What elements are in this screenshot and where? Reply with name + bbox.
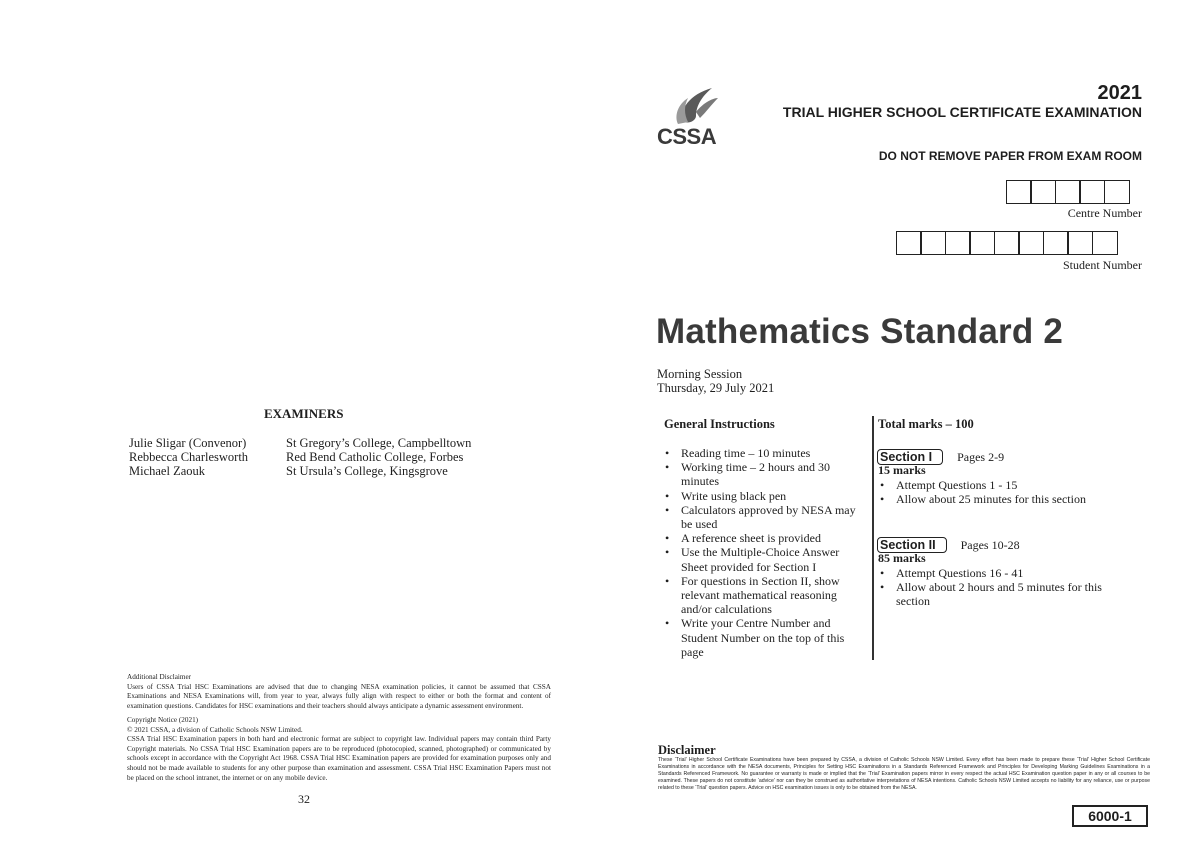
centre-number-digit-box[interactable]	[1079, 180, 1105, 204]
student-number-digit-box[interactable]	[1092, 231, 1118, 255]
additional-disclaimer-title: Additional Disclaimer	[127, 673, 192, 681]
examiner-name: Michael Zaouk	[129, 464, 206, 478]
student-number-digit-box[interactable]	[994, 231, 1020, 255]
instruction-item: • Use the Multiple-Choice Answer Sheet provided for Section I	[664, 545, 864, 573]
total-marks: Total marks – 100	[878, 417, 974, 431]
centre-number-digit-box[interactable]	[1055, 180, 1081, 204]
copyright-notice	[127, 716, 551, 783]
instruction-item: • Write using black pen	[664, 489, 864, 503]
general-instructions-heading: General Instructions	[664, 417, 775, 431]
student-number-digit-box[interactable]	[920, 231, 946, 255]
section-1-list	[878, 478, 1123, 506]
section-2-item: • Allow about 2 hours and 5 minutes for this section	[878, 580, 1123, 608]
examiner-name: Rebbecca Charlesworth	[129, 450, 249, 464]
section-1-marks: 15 marks	[878, 463, 926, 477]
column-divider	[872, 416, 874, 660]
section-2-pages: Pages 10-28	[960, 538, 1020, 552]
centre-number-digit-box[interactable]	[1104, 180, 1130, 204]
student-number-digit-box[interactable]	[969, 231, 995, 255]
exam-title: TRIAL HIGHER SCHOOL CERTIFICATE EXAMINATION	[782, 104, 1142, 120]
centre-number-digit-box[interactable]	[1006, 180, 1032, 204]
exam-year: 2021	[1097, 82, 1142, 104]
general-instructions-list	[664, 446, 864, 659]
section-2-list	[878, 566, 1123, 609]
instruction-item: • Working time – 2 hours and 30 minutes	[664, 460, 864, 488]
centre-number-label: Centre Number	[1067, 206, 1142, 220]
exam-date: Thursday, 29 July 2021	[657, 381, 775, 395]
section-1-pages: Pages 2-9	[957, 450, 1005, 464]
section-1-label: Section I	[877, 449, 943, 465]
student-number-digit-box[interactable]	[1067, 231, 1093, 255]
centre-number-boxes[interactable]	[1007, 180, 1130, 204]
additional-disclaimer	[127, 673, 551, 711]
additional-disclaimer-text: Users of CSSA Trial HSC Examinations are advised that due to changing NESA examination policies, it cannot be assumed that CSSA Examinations and NESA Examinations will, from year to year, always fully align with respect to either or both the format and content of examination questions. Candidates for HSC examinations and their teachers should always anticipate a dynamic assessment environment.	[127, 682, 551, 710]
copyright-line: © 2021 CSSA, a division of Catholic Schools NSW Limited.	[127, 725, 303, 734]
examiner-school: St Gregory’s College, Campbelltown	[286, 436, 472, 450]
section-2-label: Section II	[877, 537, 947, 553]
paper-code: 6000-1	[1072, 805, 1148, 827]
section-1-item: • Attempt Questions 1 - 15	[878, 478, 1123, 492]
session-info	[657, 367, 774, 395]
section-2-item: • Attempt Questions 16 - 41	[878, 566, 1123, 580]
examiner-school: Red Bend Catholic College, Forbes	[286, 450, 464, 464]
instruction-item: • For questions in Section II, show relevant mathematical reasoning and/or calculations	[664, 574, 864, 617]
disclaimer-text: These ‘Trial’ Higher School Certificate Examinations have been prepared by CSSA, a division of Catholic Schools NSW Limited. Every effort has been made to prepare these ‘Trial’ Higher School Certificate Examinations in accordance with the NESA documents, Principles for Setting HSC Examinations in a Standards Referenced Framework and Principles for Developing Marking Guidelines Examinations in a Standards Referenced Framework. No guarantee or warranty is made or implied that the ‘Trial’ Examination papers mirror in every respect the actual HSC Examination question paper in any or all courses to be examined. These papers do not constitute ‘advice’ nor can they be construed as authoritative interpretations of NESA intentions. Catholic Schools NSW Limited accepts no liability for any reliance, use or purpose related to these ‘Trial’ question papers. Advice on HSC examination issues is only to be obtained from the NESA.	[658, 757, 1150, 792]
disclaimer-heading: Disclaimer	[658, 743, 716, 757]
centre-number-digit-box[interactable]	[1030, 180, 1056, 204]
subject-title: Mathematics Standard 2	[656, 312, 1064, 351]
student-number-label: Student Number	[1063, 258, 1142, 272]
student-number-digit-box[interactable]	[945, 231, 971, 255]
examiner-school: St Ursula’s College, Kingsgrove	[286, 464, 448, 478]
session-name: Morning Session	[657, 367, 743, 381]
copyright-text: CSSA Trial HSC Examination papers in both hard and electronic format are subject to copyright law. Individual papers may contain third Party Copyright materials. No CSSA Trial HSC Examination papers are to be reproduced (photocopied, scanned, photographed) or communicated by schools except in accordance with the Copyright Act 1968. CSSA Trial HSC Examination papers are provided for examination purposes only and should not be made available to students for any other purpose than examination and assessment. CSSA Trial HSC Examination Papers must not be placed on the school intranet, the internet or on any mobile device.	[127, 735, 551, 782]
student-number-digit-box[interactable]	[1018, 231, 1044, 255]
examiner-name: Julie Sligar (Convenor)	[129, 436, 247, 450]
copyright-title: Copyright Notice (2021)	[127, 716, 199, 724]
student-number-digit-box[interactable]	[1043, 231, 1069, 255]
student-number-digit-box[interactable]	[896, 231, 922, 255]
do-not-remove-notice: DO NOT REMOVE PAPER FROM EXAM ROOM	[878, 149, 1142, 163]
instruction-item: • Calculators approved by NESA may be used	[664, 503, 864, 531]
section-2-marks: 85 marks	[878, 551, 926, 565]
page-number: 32	[298, 792, 310, 806]
examiners-heading: EXAMINERS	[264, 406, 344, 421]
logo-text: CSSA	[657, 124, 717, 149]
student-number-boxes[interactable]	[897, 231, 1118, 255]
instruction-item: • A reference sheet is provided	[664, 531, 864, 545]
section-1-item: • Allow about 25 minutes for this section	[878, 492, 1123, 506]
instruction-item: • Write your Centre Number and Student Number on the top of this page	[664, 616, 864, 659]
instruction-item: • Reading time – 10 minutes	[664, 446, 864, 460]
